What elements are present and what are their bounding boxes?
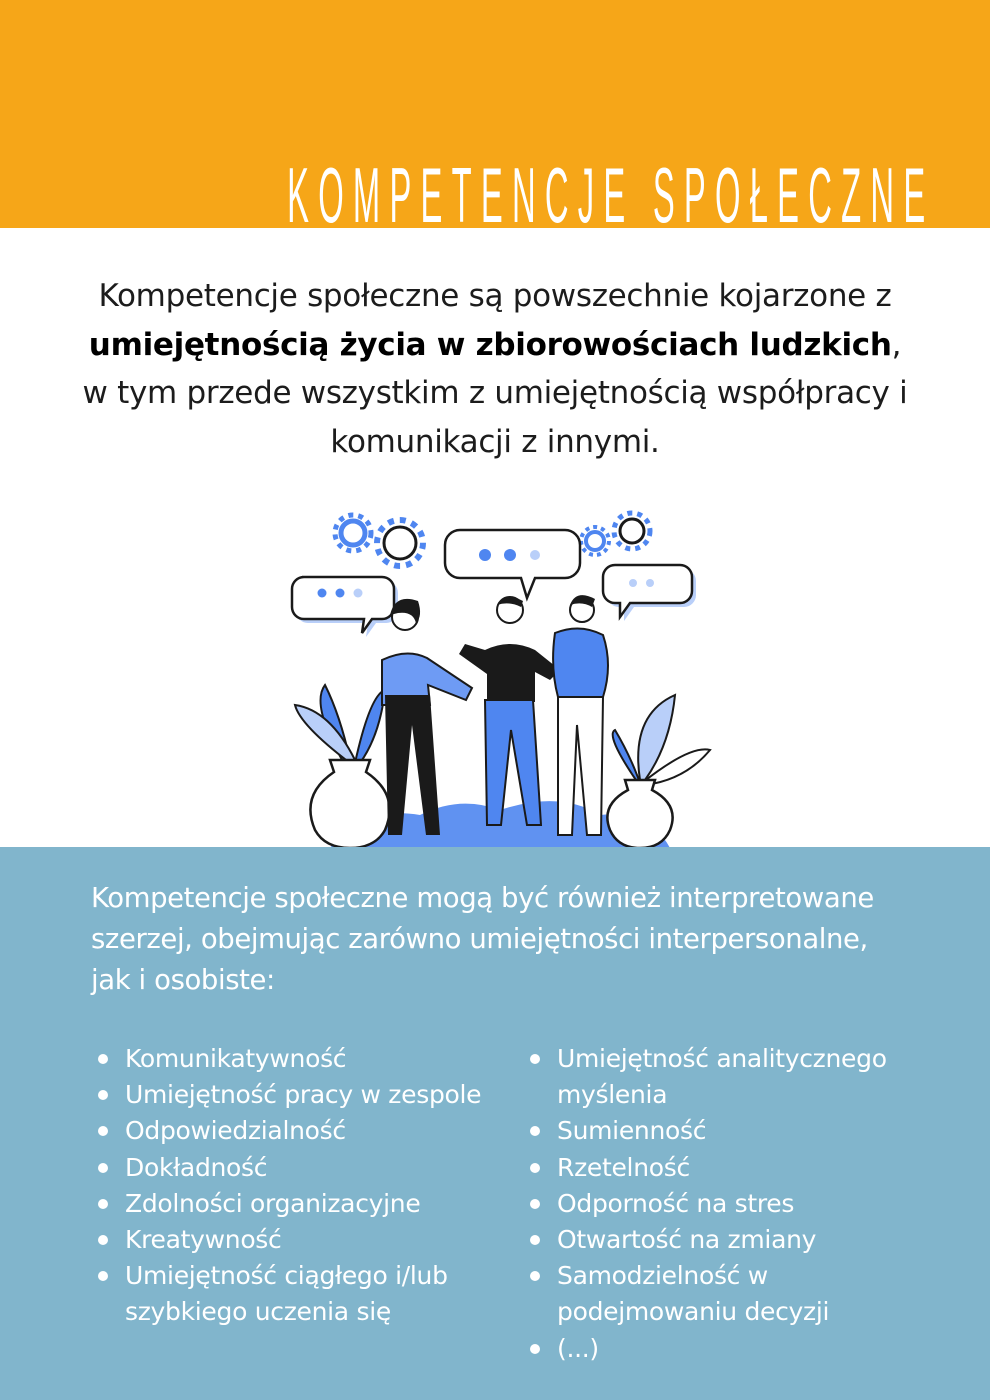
list-item: Kreatywność <box>125 1222 505 1258</box>
gear-icon <box>335 515 371 551</box>
speech-bubble-icon <box>292 577 398 637</box>
gear-icon <box>377 520 423 566</box>
list-item: (...) <box>557 1331 937 1367</box>
person-man-right <box>553 595 608 835</box>
list-item: Odpowiedzialność <box>125 1113 505 1149</box>
intro-text-part1: Kompetencje społeczne są powszechnie kojarzone z <box>98 278 892 314</box>
page-title: KOMPETENCJE SPOŁECZNE <box>287 151 935 239</box>
speech-bubble-icon <box>603 565 696 621</box>
person-woman <box>382 599 472 835</box>
details-lead: Kompetencje społeczne mogą być również interpretowane szerzej, obejmując zarówno umiejętności interpersonalne, jak i osobiste: <box>91 882 874 996</box>
intro-text-bold: umiejętnością życia w zbiorowościach ludzkich <box>88 326 892 363</box>
intro-text-part2: , w tym przede wszystkim z umiejętnością współpracy i komunikacji z innymi. <box>82 326 908 460</box>
list-item: Rzetelność <box>557 1150 937 1186</box>
list-item: Dokładność <box>125 1150 505 1186</box>
list-item: Odporność na stres <box>557 1186 937 1222</box>
list-item: Umiejętność ciągłego i/lub szybkiego uczenia się <box>125 1258 455 1330</box>
gear-icon <box>614 513 650 549</box>
speech-bubble-icon <box>445 530 580 598</box>
competence-list-left <box>125 1041 505 1331</box>
list-item: Otwartość na zmiany <box>557 1222 937 1258</box>
list-item: Zdolności organizacyjne <box>125 1186 505 1222</box>
plant-vase-icon <box>607 695 710 848</box>
plant-vase-icon <box>295 685 390 848</box>
competence-list-right <box>557 1041 937 1367</box>
list-item: Umiejętność analitycznego myślenia <box>557 1041 887 1113</box>
gear-icon <box>581 527 609 555</box>
list-item: Samodzielność w podejmowaniu decyzji <box>557 1258 857 1330</box>
people-group-illustration <box>270 505 720 850</box>
intro-paragraph <box>80 272 910 466</box>
list-item: Umiejętność pracy w zespole <box>125 1077 505 1113</box>
list-item: Sumienność <box>557 1113 937 1149</box>
list-item: Komunikatywność <box>125 1041 505 1077</box>
person-man-middle <box>459 597 560 825</box>
